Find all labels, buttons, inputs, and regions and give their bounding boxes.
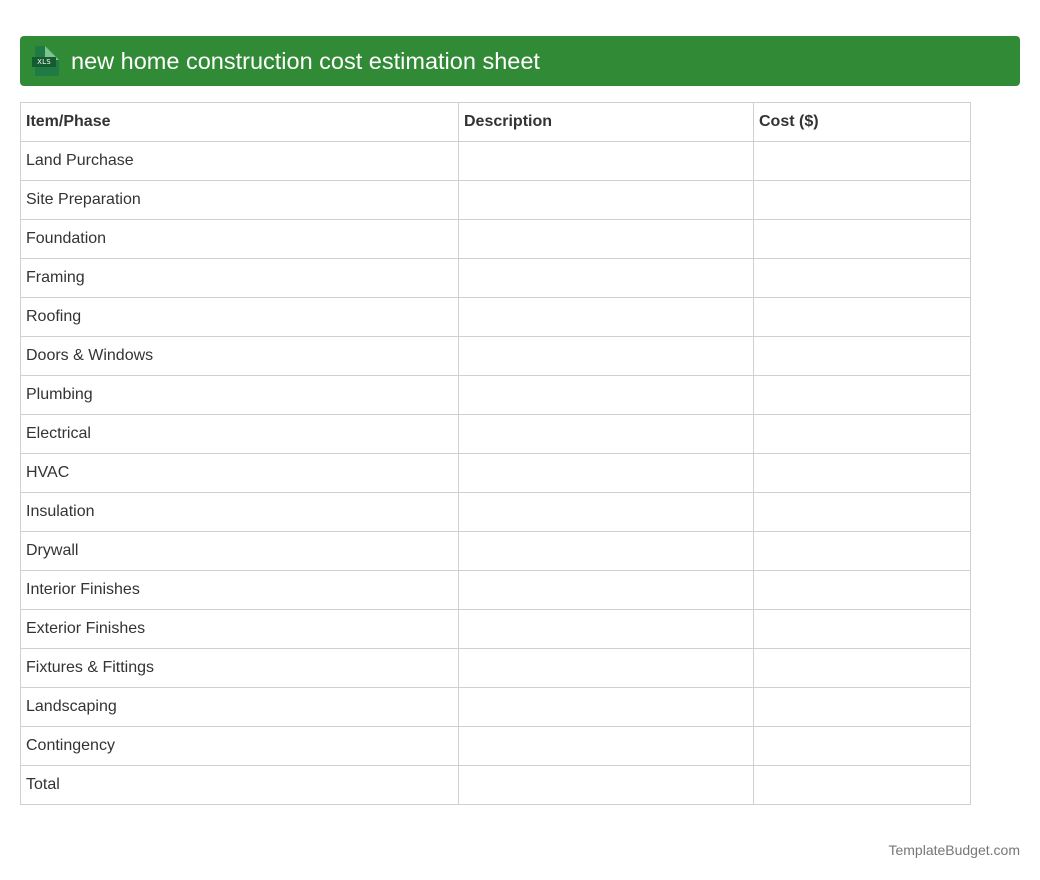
cell-description <box>459 727 754 766</box>
cell-item-phase: Roofing <box>21 298 459 337</box>
cell-item-phase: Site Preparation <box>21 181 459 220</box>
table-row <box>21 649 971 688</box>
xls-file-icon <box>32 46 59 76</box>
cell-item-phase: Drywall <box>21 532 459 571</box>
table-row <box>21 376 971 415</box>
cell-cost <box>754 142 971 181</box>
cell-description <box>459 337 754 376</box>
cell-cost <box>754 337 971 376</box>
table-row <box>21 181 971 220</box>
cell-description <box>459 415 754 454</box>
cell-description <box>459 766 754 805</box>
cell-item-phase: HVAC <box>21 454 459 493</box>
page-title: new home construction cost estimation sheet <box>71 48 540 74</box>
table-row <box>21 766 971 805</box>
table-row <box>21 337 971 376</box>
cell-cost <box>754 493 971 532</box>
cell-cost <box>754 610 971 649</box>
cell-cost <box>754 181 971 220</box>
cell-item-phase: Interior Finishes <box>21 571 459 610</box>
cell-cost <box>754 649 971 688</box>
cell-cost <box>754 298 971 337</box>
cell-cost <box>754 571 971 610</box>
cell-item-phase: Insulation <box>21 493 459 532</box>
cell-item-phase: Total <box>21 766 459 805</box>
cell-item-phase: Landscaping <box>21 688 459 727</box>
table-row <box>21 220 971 259</box>
cell-cost <box>754 688 971 727</box>
cell-cost <box>754 454 971 493</box>
table-row <box>21 610 971 649</box>
cell-cost <box>754 727 971 766</box>
cell-cost <box>754 376 971 415</box>
cell-description <box>459 454 754 493</box>
cell-cost <box>754 415 971 454</box>
table-row <box>21 259 971 298</box>
cell-item-phase: Electrical <box>21 415 459 454</box>
cell-description <box>459 142 754 181</box>
cell-cost <box>754 259 971 298</box>
table-header-row <box>21 103 971 142</box>
table-row <box>21 493 971 532</box>
cell-description <box>459 493 754 532</box>
cell-cost <box>754 220 971 259</box>
table-row <box>21 688 971 727</box>
column-header-description: Description <box>459 103 754 142</box>
page-header <box>20 36 1020 86</box>
cell-description <box>459 298 754 337</box>
cell-item-phase: Exterior Finishes <box>21 610 459 649</box>
footer-credit: TemplateBudget.com <box>888 842 1020 858</box>
cell-description <box>459 220 754 259</box>
cell-description <box>459 571 754 610</box>
cell-cost <box>754 766 971 805</box>
cell-item-phase: Contingency <box>21 727 459 766</box>
cell-item-phase: Framing <box>21 259 459 298</box>
cell-description <box>459 181 754 220</box>
cell-item-phase: Foundation <box>21 220 459 259</box>
cell-description <box>459 376 754 415</box>
cell-item-phase: Fixtures & Fittings <box>21 649 459 688</box>
xls-icon-label: XLS <box>32 57 56 67</box>
cell-cost <box>754 532 971 571</box>
column-header-item-phase: Item/Phase <box>21 103 459 142</box>
table-row <box>21 415 971 454</box>
column-header-cost: Cost ($) <box>754 103 971 142</box>
cell-description <box>459 259 754 298</box>
table-row <box>21 454 971 493</box>
cost-estimation-table <box>20 102 971 805</box>
cell-description <box>459 688 754 727</box>
cell-item-phase: Plumbing <box>21 376 459 415</box>
table-row <box>21 727 971 766</box>
cell-description <box>459 610 754 649</box>
cell-item-phase: Land Purchase <box>21 142 459 181</box>
cell-description <box>459 649 754 688</box>
table-body <box>21 142 971 805</box>
table-row <box>21 571 971 610</box>
cell-item-phase: Doors & Windows <box>21 337 459 376</box>
table-row <box>21 298 971 337</box>
table-row <box>21 532 971 571</box>
table-row <box>21 142 971 181</box>
cell-description <box>459 532 754 571</box>
